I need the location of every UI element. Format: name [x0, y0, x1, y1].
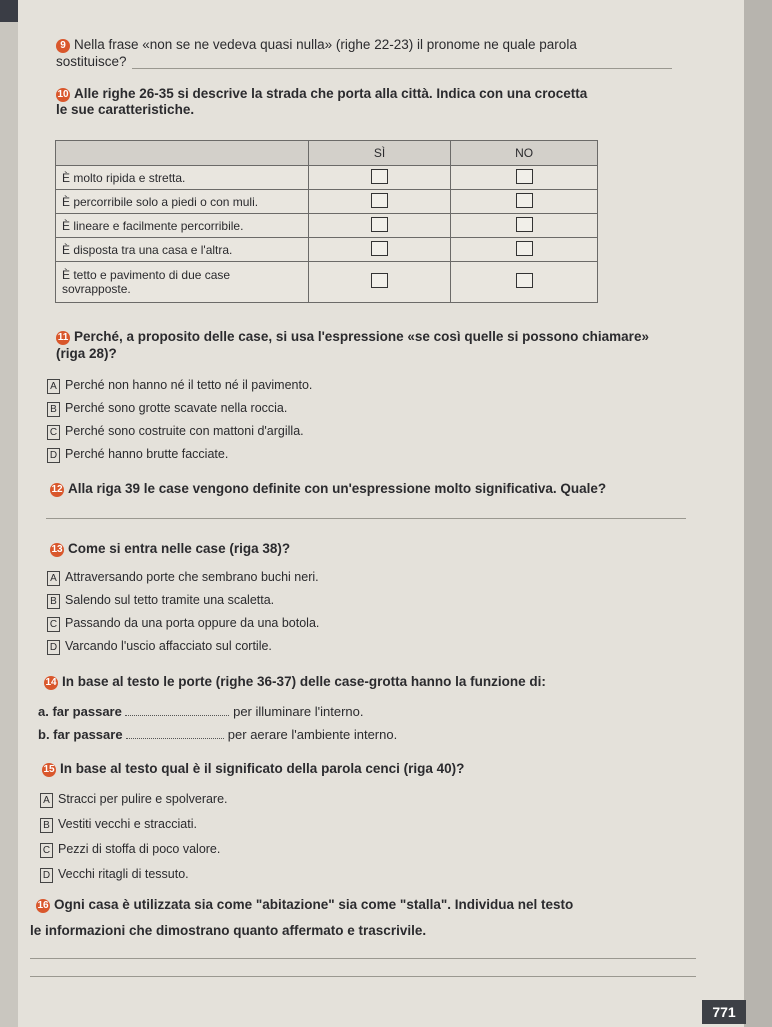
option-text: Passando da una porta oppure da una botola. [65, 616, 320, 630]
option-b[interactable] [40, 817, 197, 833]
question-number-badge: 10 [57, 89, 69, 100]
option-letter: D [47, 640, 60, 655]
checkbox-si[interactable] [371, 241, 388, 256]
question-number-badge: 11 [57, 332, 69, 343]
option-text: Perché sono grotte scavate nella roccia. [65, 401, 288, 415]
item-suffix: per illuminare l'interno. [233, 704, 364, 719]
option-letter: C [47, 425, 60, 440]
answer-line-9[interactable] [132, 68, 672, 69]
question-text: Come si entra nelle case (riga 38)? [68, 541, 291, 556]
option-letter: B [47, 594, 60, 609]
item-label: a. far passare [38, 704, 122, 719]
row-label: È lineare e facilmente percorribile. [56, 214, 309, 238]
question-14-item-a [38, 703, 363, 720]
question-11 [56, 328, 696, 345]
checkbox-no[interactable] [516, 217, 533, 232]
question-text: Perché, a proposito delle case, si usa l'espressione «se così quelle si possono chiamare» [74, 329, 649, 344]
option-c[interactable] [47, 616, 319, 632]
question-9-line2 [56, 53, 127, 70]
question-text: Alle righe 26-35 si descrive la strada che porta alla città. Indica con una crocetta [74, 86, 588, 101]
option-letter: A [40, 793, 53, 808]
option-text: Salendo sul tetto tramite una scaletta. [65, 593, 275, 607]
column-header-si: SÌ [309, 141, 451, 166]
row-label: È tetto e pavimento di due case sovrapposte. [56, 262, 309, 303]
option-text: Perché non hanno né il tetto né il pavimento. [65, 378, 313, 392]
question-number-badge: 12 [51, 484, 63, 495]
question-14-item-b [38, 726, 397, 743]
question-text: Ogni casa è utilizzata sia come "abitazione" sia come "stalla". Individua nel testo [54, 897, 574, 912]
option-a[interactable] [40, 792, 228, 808]
question-number-badge: 15 [43, 764, 55, 775]
answer-line-12[interactable] [46, 518, 686, 519]
option-text: Vecchi ritagli di tessuto. [58, 867, 189, 881]
option-letter: C [40, 843, 53, 858]
item-suffix: per aerare l'ambiente interno. [227, 727, 398, 742]
option-c[interactable] [47, 424, 304, 440]
option-a[interactable] [47, 570, 319, 586]
checkbox-si[interactable] [371, 169, 388, 184]
option-text: Vestiti vecchi e stracciati. [58, 817, 197, 831]
option-text: Perché hanno brutte facciate. [65, 447, 229, 461]
option-letter: A [47, 571, 60, 586]
question-13 [50, 540, 290, 557]
option-letter: A [47, 379, 60, 394]
page-number: 771 [702, 1000, 746, 1024]
question-10 [56, 85, 686, 102]
question-15 [42, 760, 702, 777]
blank-field[interactable] [126, 738, 224, 739]
question-10-line2: le sue caratteristiche. [56, 102, 195, 117]
checkbox-no[interactable] [516, 193, 533, 208]
question-text-cont: sostituisce? [56, 54, 127, 69]
question-11-line2: (riga 28)? [56, 346, 117, 361]
answer-line-16b[interactable] [30, 976, 696, 977]
option-letter: D [47, 448, 60, 463]
option-b[interactable] [47, 401, 287, 417]
question-text: In base al testo qual è il significato della parola cenci (riga 40)? [60, 761, 465, 776]
table-row [56, 166, 598, 190]
column-header-no: NO [451, 141, 598, 166]
answer-line-16a[interactable] [30, 958, 696, 959]
option-text: Stracci per pulire e spolverare. [58, 792, 228, 806]
checkbox-no[interactable] [516, 273, 533, 288]
option-letter: B [47, 402, 60, 417]
question-text: Nella frase «non se ne vedeva quasi nulla» (righe 22-23) il pronome ne quale parola [74, 37, 577, 52]
question-number-badge: 9 [56, 39, 70, 53]
question-14 [44, 673, 704, 690]
option-text: Varcando l'uscio affacciato sul cortile. [65, 639, 272, 653]
question-9 [56, 36, 686, 53]
option-d[interactable] [40, 867, 189, 883]
item-label: b. far passare [38, 727, 123, 742]
option-letter: C [47, 617, 60, 632]
question-text: In base al testo le porte (righe 36-37) delle case-grotta hanno la funzione di: [62, 674, 546, 689]
table-row [56, 214, 598, 238]
checkbox-si[interactable] [371, 217, 388, 232]
question-number-badge: 13 [51, 544, 63, 555]
option-c[interactable] [40, 842, 220, 858]
option-d[interactable] [47, 447, 228, 463]
table-row [56, 262, 598, 303]
question-12 [50, 480, 700, 497]
checkbox-no[interactable] [516, 241, 533, 256]
option-letter: B [40, 818, 53, 833]
question-16 [36, 896, 706, 913]
blank-field[interactable] [125, 715, 229, 716]
checkbox-no[interactable] [516, 169, 533, 184]
option-text: Pezzi di stoffa di poco valore. [58, 842, 221, 856]
row-label: È disposta tra una casa e l'altra. [56, 238, 309, 262]
row-label: È molto ripida e stretta. [56, 166, 309, 190]
table-row [56, 238, 598, 262]
option-letter: D [40, 868, 53, 883]
row-label: È percorribile solo a piedi o con muli. [56, 190, 309, 214]
table-corner [56, 141, 309, 166]
question-number-badge: 16 [37, 900, 49, 911]
question-text: Alla riga 39 le case vengono definite con un'espressione molto significativa. Quale? [68, 481, 607, 496]
option-text: Perché sono costruite con mattoni d'argilla. [65, 424, 304, 438]
option-text: Attraversando porte che sembrano buchi neri. [65, 570, 319, 584]
question-number-badge: 14 [45, 677, 57, 688]
checkbox-si[interactable] [371, 193, 388, 208]
table-row [56, 190, 598, 214]
question-16-line2: le informazioni che dimostrano quanto affermato e trascrivile. [30, 923, 427, 938]
option-b[interactable] [47, 593, 274, 609]
page-right-edge [744, 0, 772, 1027]
option-d[interactable] [47, 639, 272, 655]
checkbox-si[interactable] [371, 273, 388, 288]
characteristics-table [55, 140, 598, 303]
option-a[interactable] [47, 378, 312, 394]
